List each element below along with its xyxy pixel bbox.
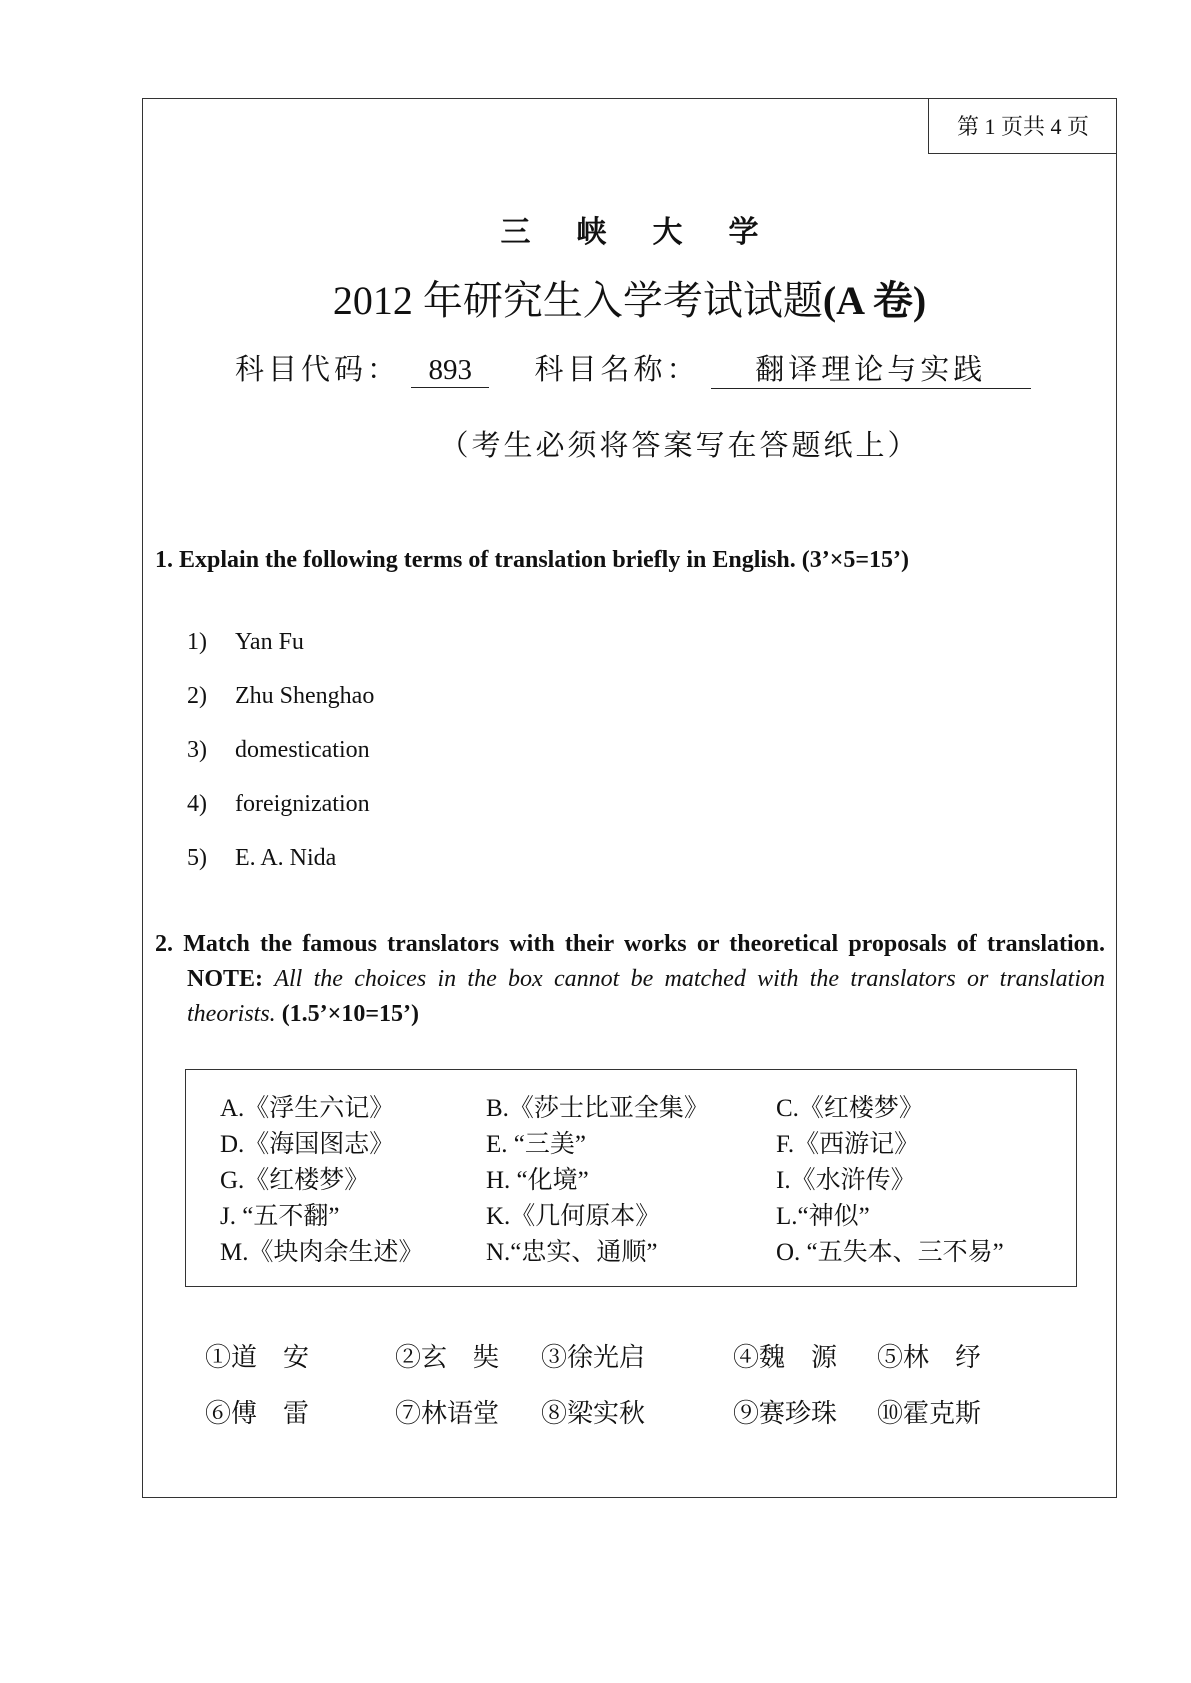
choice-item: A.《浮生六记》 [220,1095,395,1122]
translator-item: ⑧梁实秋 [541,1399,646,1428]
exam-page-frame [142,98,1117,1498]
term-number: 2) [187,683,207,709]
translator-item: ⑨赛珍珠 [733,1399,838,1428]
page-indicator: 第 1 页共 4 页 [928,98,1117,154]
term-item [187,737,374,791]
question-2-text [155,927,1105,1032]
subject-code-label: 科目代码： [235,354,401,386]
term-text: Zhu Shenghao [235,683,375,709]
translator-item: ⑤林 纾 [877,1343,982,1372]
translator-item: ④魏 源 [733,1343,838,1372]
question-2-score: (1.5’×10=15’) [281,1001,420,1027]
university-name: 三峡大学 [500,216,805,249]
translator-item: ②玄 奘 [395,1343,500,1372]
term-number: 3) [187,737,207,763]
choice-item: I.《水浒传》 [776,1167,916,1194]
translator-item: ⑥傅 雷 [205,1399,310,1428]
question-2-prompt [155,927,1105,1032]
choice-item: D.《海国图志》 [220,1131,395,1158]
question-1-prompt: 1. Explain the following terms of translation briefly in English. (3’×5=15’) [155,547,910,573]
term-item [187,791,374,845]
term-text: domestication [235,737,370,763]
choice-item: K.《几何原本》 [486,1203,661,1230]
subject-line [235,347,1031,389]
choice-item: C.《红楼梦》 [776,1095,924,1122]
subject-name: 翻译理论与实践 [711,347,1031,389]
choice-item: F.《西游记》 [776,1131,920,1158]
answer-note: （考生必须将答案写在答题纸上） [439,430,920,462]
choice-item: O. “五失本、三不易” [776,1239,1004,1266]
subject-code: 893 [411,354,489,388]
choice-item: G.《红楼梦》 [220,1167,370,1194]
choice-item: B.《莎士比亚全集》 [486,1095,709,1122]
translator-item: ③徐光启 [541,1343,646,1372]
choice-box [185,1069,1077,1287]
term-number: 1) [187,629,207,655]
term-item [187,845,374,899]
term-item [187,629,374,683]
term-number: 5) [187,845,207,871]
question-2-bold: 2. Match the famous translators with their works or theoretical proposals of translation. NOTE: [155,931,1105,992]
exam-title-main: 2012 年研究生入学考试试题 [332,278,823,323]
choice-item: L.“神似” [776,1203,870,1230]
choice-item: J. “五不翻” [220,1203,340,1230]
exam-title [143,269,1116,326]
term-text: Yan Fu [235,629,304,655]
translator-item: ⑦林语堂 [395,1399,500,1428]
choice-item: M.《块肉余生述》 [220,1239,424,1266]
choice-item: N.“忠实、通顺” [486,1239,658,1266]
exam-paper-label: (A 卷) [822,278,927,323]
term-text: foreignization [235,791,370,817]
translator-item: ⑩霍克斯 [877,1399,982,1428]
subject-name-label: 科目名称： [534,354,700,386]
choice-item: H. “化境” [486,1167,589,1194]
question-2-note: All the choices in the box cannot be matched with the translators or translation theorists. [187,966,1106,1027]
question-1-terms [187,629,374,899]
choice-item: E. “三美” [486,1131,586,1158]
translator-item: ①道 安 [205,1343,310,1372]
term-number: 4) [187,791,207,817]
term-text: E. A. Nida [235,845,337,871]
term-item [187,683,374,737]
